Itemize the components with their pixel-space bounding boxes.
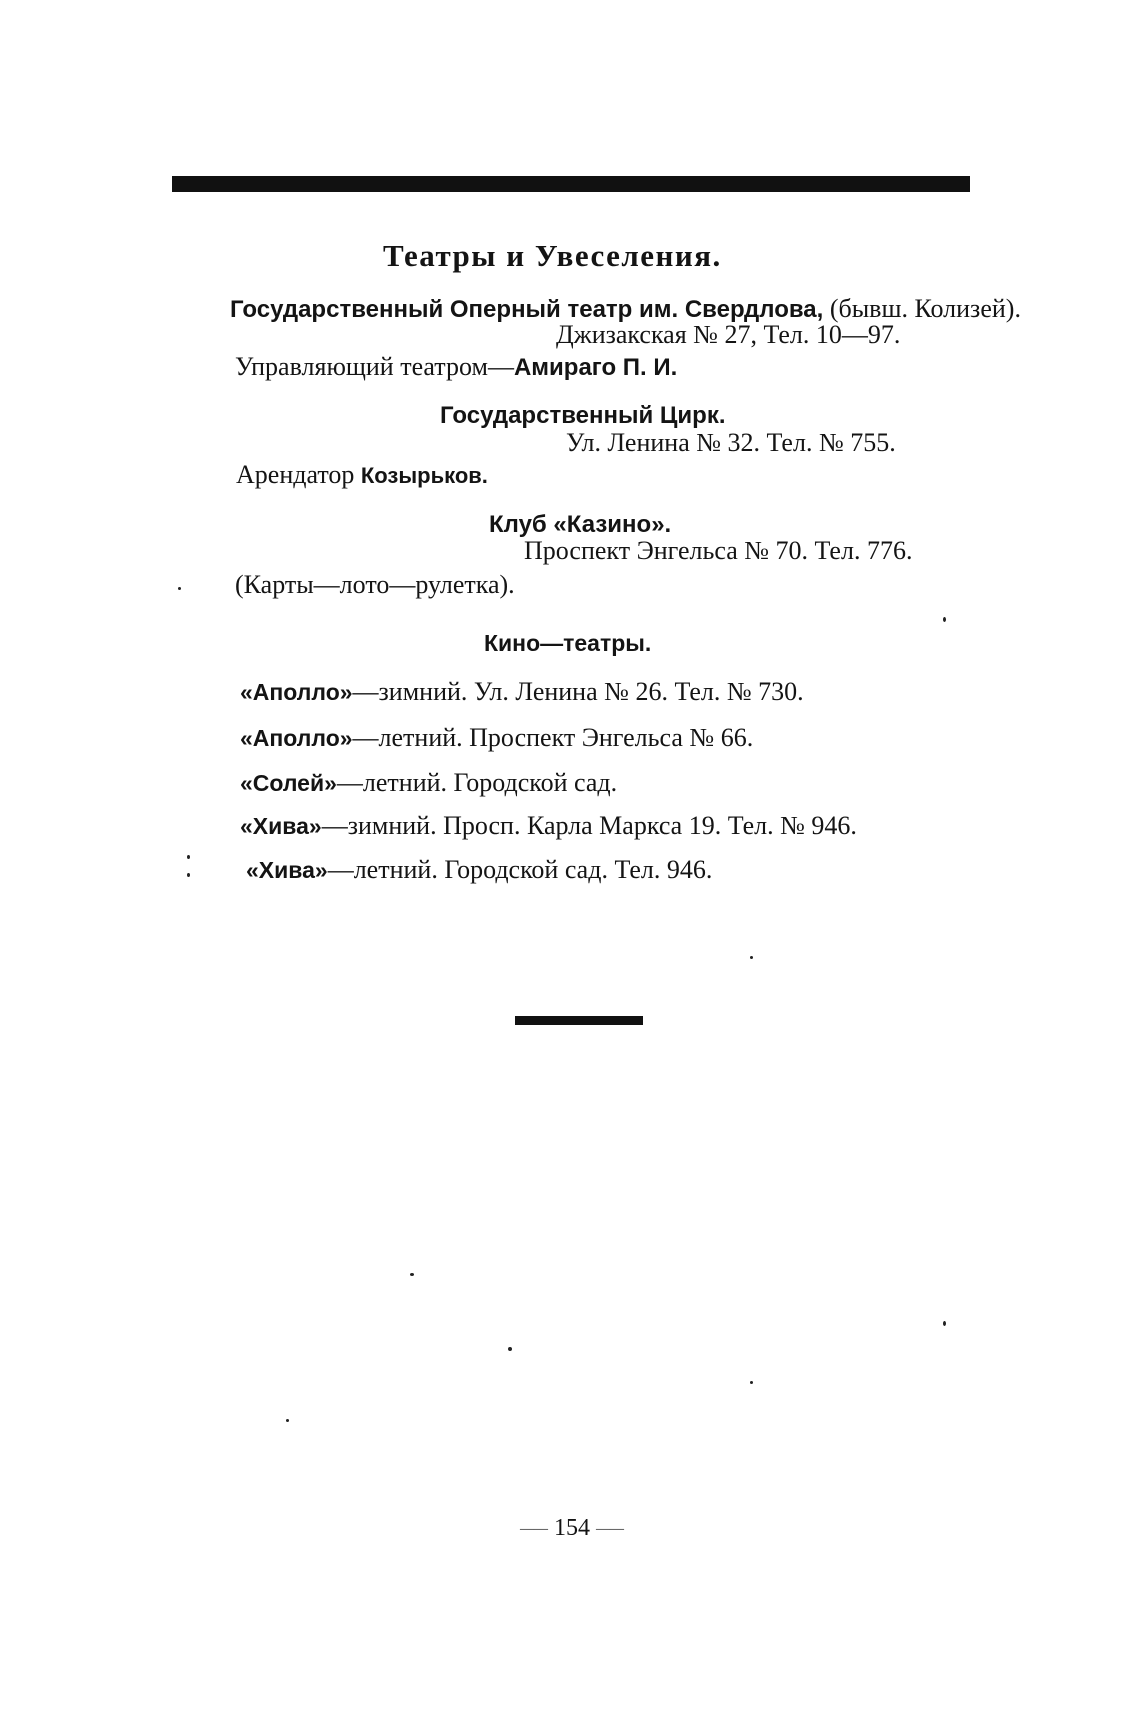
cinema-name: «Аполло» [240,725,353,751]
cinema-details: —летний. Проспект Энгельса № 66. [352,723,754,752]
scan-speck [750,956,753,959]
cinema-details: —летний. Городской сад. [336,768,618,797]
scan-speck [178,587,181,590]
casino-address: Проспект Энгельса № 70. Тел. 776. [524,536,913,565]
opera-name: Государственный Оперный театр им. Свердлова, [230,296,824,323]
page-number-dash-left: —— [520,1521,548,1537]
circus-tenant-name: Козырьков. [360,463,488,488]
cinema-name: «Солей» [240,770,337,796]
scan-speck [943,1321,946,1326]
opera-address: Джизакская № 27, Тел. 10—97. [556,320,901,349]
page-number-dash-right: —— [596,1521,624,1537]
scan-speck [943,617,946,622]
scan-speck [187,873,190,877]
cinema-item [240,811,857,841]
circus-name: Государственный Цирк. [440,402,726,429]
casino-name: Клуб «Казино». [489,511,672,538]
bottom-rule [515,1016,643,1025]
cinema-name: «Хива» [240,813,322,839]
scan-speck [410,1273,414,1276]
page-number-line [520,1515,624,1542]
cinema-details: —зимний. Ул. Ленина № 26. Тел. № 730. [352,677,804,706]
cinema-name: «Хива» [246,857,328,883]
opera-manager-name: Амираго П. И. [513,354,678,381]
page-title: Театры и Увеселения. [383,238,722,273]
cinema-details: —зимний. Просп. Карла Маркса 19. Тел. № 946. [321,811,857,840]
cinema-item [246,855,712,885]
circus-tenant-label: Арендатор [236,460,361,489]
opera-manager-label: Управляющий театром— [235,352,514,381]
scan-speck [187,855,190,859]
opera-manager-line [235,352,677,382]
scan-speck [508,1347,512,1351]
page-number: 154 [554,1515,590,1541]
cinemas-heading: Кино—театры. [484,630,652,656]
scan-speck [750,1381,753,1384]
cinema-item [240,723,753,753]
cinema-name: «Аполло» [240,679,353,705]
circus-address: Ул. Ленина № 32. Тел. № 755. [566,428,896,457]
top-rule [172,176,970,192]
circus-tenant-line [236,460,488,490]
cinema-item [240,677,804,707]
casino-games: (Карты—лото—рулетка). [235,570,515,599]
scan-speck [286,1419,289,1422]
opera-note: (бывш. Колизей). [829,294,1021,323]
cinema-details: —летний. Городской сад. Тел. 946. [327,855,713,884]
cinema-item [240,768,617,798]
